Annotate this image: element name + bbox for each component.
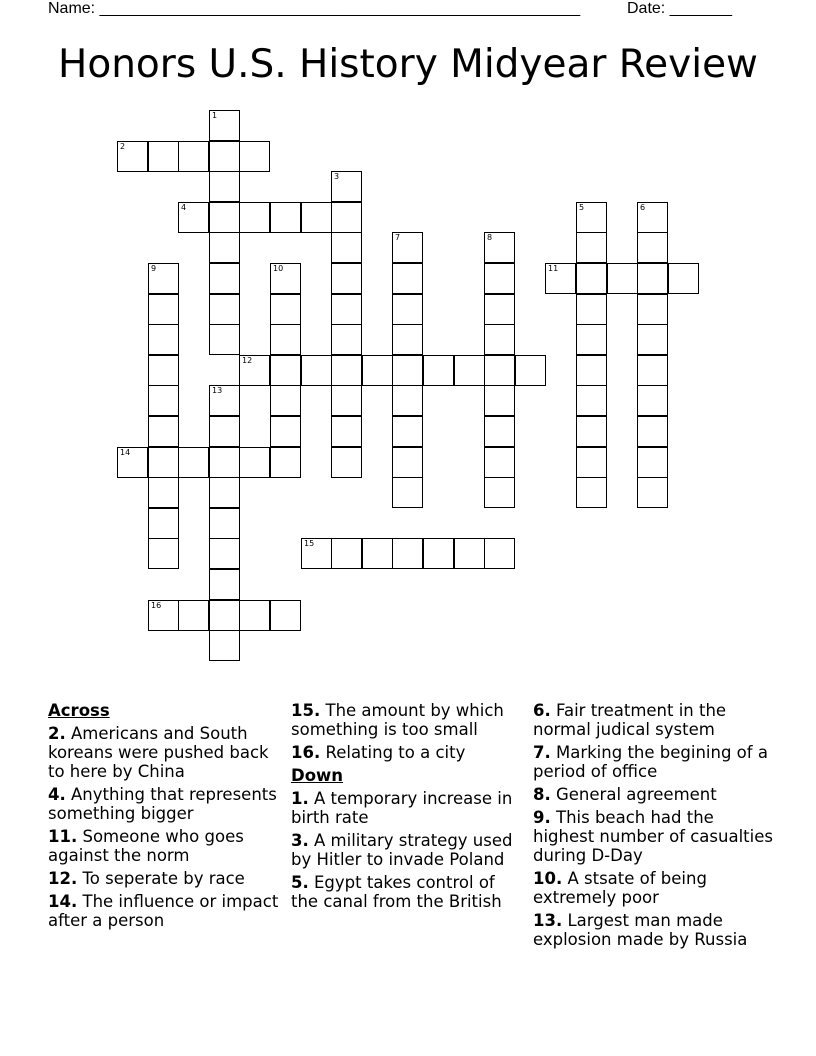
crossword-cell[interactable] <box>331 324 362 355</box>
crossword-cell[interactable] <box>576 355 607 386</box>
crossword-cell[interactable] <box>392 447 423 478</box>
cell-number: 7 <box>395 233 401 242</box>
crossword-cell[interactable] <box>331 294 362 325</box>
clue-text: The influence or impact after a person <box>48 892 279 930</box>
crossword-cell[interactable] <box>209 202 240 233</box>
crossword-cell[interactable] <box>392 294 423 325</box>
crossword-cell[interactable] <box>484 232 515 263</box>
across-heading: Across <box>48 701 110 720</box>
crossword-cell[interactable] <box>331 447 362 478</box>
crossword-cell[interactable] <box>331 355 362 386</box>
crossword-cell[interactable] <box>209 171 240 202</box>
clue-number: 13. <box>533 911 563 930</box>
crossword-cell[interactable] <box>576 416 607 447</box>
clue-number: 10. <box>533 869 563 888</box>
clue-number: 3. <box>291 831 309 850</box>
crossword-cell[interactable] <box>301 355 332 386</box>
crossword-cell[interactable] <box>545 263 576 294</box>
crossword-cell[interactable] <box>209 477 240 508</box>
crossword-cell[interactable] <box>515 355 546 386</box>
crossword-cell[interactable] <box>423 355 454 386</box>
crossword-cell[interactable] <box>178 600 209 631</box>
crossword-cell[interactable] <box>148 416 179 447</box>
clue-number: 5. <box>291 873 309 892</box>
crossword-cell[interactable] <box>148 600 179 631</box>
crossword-cell[interactable] <box>392 355 423 386</box>
crossword-cell[interactable] <box>637 416 668 447</box>
crossword-cell[interactable] <box>637 355 668 386</box>
crossword-cell[interactable] <box>148 538 179 569</box>
clue-across-11 <box>48 827 284 865</box>
down-heading: Down <box>291 766 344 785</box>
crossword-cell[interactable] <box>331 263 362 294</box>
crossword-cell[interactable] <box>239 355 270 386</box>
cell-number: 5 <box>579 203 585 212</box>
clue-text: This beach had the highest number of casualties during D-Day <box>533 808 773 865</box>
crossword-cell[interactable] <box>331 171 362 202</box>
crossword-cell[interactable] <box>117 141 148 172</box>
clue-across-12 <box>48 869 284 888</box>
crossword-cell[interactable] <box>209 630 240 661</box>
crossword-cell[interactable] <box>301 202 332 233</box>
cell-number: 2 <box>120 142 126 151</box>
crossword-cell[interactable] <box>148 324 179 355</box>
clue-text: To seperate by race <box>82 869 245 888</box>
clue-down-7 <box>533 743 773 781</box>
crossword-cell[interactable] <box>637 324 668 355</box>
date-field-label: Date: _______ <box>627 0 732 17</box>
crossword-cell[interactable] <box>209 232 240 263</box>
crossword-cell[interactable] <box>148 447 179 478</box>
clue-down-6 <box>533 701 773 739</box>
clue-number: 2. <box>48 724 66 743</box>
clue-number: 15. <box>291 701 321 720</box>
crossword-cell[interactable] <box>637 232 668 263</box>
crossword-cell[interactable] <box>178 141 209 172</box>
clues-column-2 <box>291 701 523 915</box>
crossword-cell[interactable] <box>362 538 393 569</box>
crossword-cell[interactable] <box>484 355 515 386</box>
crossword-cell[interactable] <box>484 385 515 416</box>
crossword-cell[interactable] <box>270 263 301 294</box>
crossword-cell[interactable] <box>148 355 179 386</box>
crossword-cell[interactable] <box>454 538 485 569</box>
crossword-cell[interactable] <box>270 385 301 416</box>
crossword-cell[interactable] <box>576 477 607 508</box>
crossword-cell[interactable] <box>209 538 240 569</box>
crossword-cell[interactable] <box>239 202 270 233</box>
clue-across-16 <box>291 743 523 762</box>
crossword-cell[interactable] <box>148 508 179 539</box>
crossword-cell[interactable] <box>484 416 515 447</box>
crossword-cell[interactable] <box>209 569 240 600</box>
crossword-cell[interactable] <box>637 202 668 233</box>
crossword-cell[interactable] <box>178 447 209 478</box>
clue-number: 9. <box>533 808 551 827</box>
crossword-cell[interactable] <box>637 477 668 508</box>
crossword-cell[interactable] <box>239 447 270 478</box>
cell-number: 10 <box>273 264 284 273</box>
crossword-cell[interactable] <box>148 385 179 416</box>
crossword-cell[interactable] <box>301 538 332 569</box>
clue-text: Marking the begining of a period of office <box>533 743 768 781</box>
clue-text: A military strategy used by Hitler to invade Poland <box>291 831 513 869</box>
clue-text: The amount by which something is too small <box>291 701 504 739</box>
crossword-cell[interactable] <box>484 263 515 294</box>
cell-number: 1 <box>212 111 218 120</box>
crossword-cell[interactable] <box>148 141 179 172</box>
crossword-cell[interactable] <box>484 538 515 569</box>
crossword-cell[interactable] <box>607 263 638 294</box>
crossword-cell[interactable] <box>148 263 179 294</box>
name-field-label: Name: ______________________________________________________ <box>48 0 581 17</box>
cell-number: 12 <box>242 356 253 365</box>
cell-number: 11 <box>548 264 559 273</box>
clue-text: Someone who goes against the norm <box>48 827 244 865</box>
crossword-cell[interactable] <box>484 294 515 325</box>
crossword-cell[interactable] <box>117 447 148 478</box>
clue-text: Largest man made explosion made by Russia <box>533 911 748 949</box>
clues-column-1 <box>48 701 284 934</box>
clue-across-14 <box>48 892 284 930</box>
crossword-cell[interactable] <box>331 538 362 569</box>
clue-number: 7. <box>533 743 551 762</box>
clue-down-3 <box>291 831 523 869</box>
cell-number: 15 <box>304 539 315 548</box>
crossword-cell[interactable] <box>576 232 607 263</box>
crossword-cell[interactable] <box>576 447 607 478</box>
crossword-cell[interactable] <box>392 232 423 263</box>
crossword-cell[interactable] <box>484 324 515 355</box>
crossword-cell[interactable] <box>576 263 607 294</box>
crossword-cell[interactable] <box>637 294 668 325</box>
crossword-cell[interactable] <box>637 385 668 416</box>
crossword-cell[interactable] <box>270 416 301 447</box>
crossword-cell[interactable] <box>209 600 240 631</box>
crossword-cell[interactable] <box>148 294 179 325</box>
crossword-cell[interactable] <box>331 232 362 263</box>
clue-text: Relating to a city <box>325 743 466 762</box>
clue-across-4 <box>48 785 284 823</box>
cell-number: 6 <box>640 203 646 212</box>
crossword-cell[interactable] <box>209 110 240 141</box>
cell-number: 8 <box>487 233 493 242</box>
clue-down-9 <box>533 808 773 865</box>
clue-down-13 <box>533 911 773 949</box>
crossword-cell[interactable] <box>148 477 179 508</box>
clue-text: General agreement <box>556 785 717 804</box>
clue-number: 4. <box>48 785 66 804</box>
clue-down-8 <box>533 785 773 804</box>
crossword-cell[interactable] <box>576 202 607 233</box>
cell-number: 3 <box>334 172 340 181</box>
crossword-cell[interactable] <box>209 447 240 478</box>
crossword-cell[interactable] <box>239 600 270 631</box>
clue-number: 11. <box>48 827 78 846</box>
crossword-cell[interactable] <box>178 202 209 233</box>
crossword-cell[interactable] <box>484 447 515 478</box>
clue-number: 14. <box>48 892 78 911</box>
crossword-cell[interactable] <box>331 416 362 447</box>
clue-across-2 <box>48 724 284 781</box>
crossword-cell[interactable] <box>392 324 423 355</box>
crossword-cell[interactable] <box>209 141 240 172</box>
crossword-cell[interactable] <box>637 263 668 294</box>
cell-number: 16 <box>151 601 162 610</box>
crossword-cell[interactable] <box>362 355 393 386</box>
clues-column-3 <box>533 701 773 953</box>
clue-down-5 <box>291 873 523 911</box>
crossword-cell[interactable] <box>209 508 240 539</box>
crossword-cell[interactable] <box>209 385 240 416</box>
crossword-cell[interactable] <box>576 294 607 325</box>
clue-down-1 <box>291 789 523 827</box>
crossword-cell[interactable] <box>576 385 607 416</box>
clue-number: 16. <box>291 743 321 762</box>
cell-number: 9 <box>151 264 157 273</box>
crossword-cell[interactable] <box>270 355 301 386</box>
crossword-cell[interactable] <box>392 416 423 447</box>
crossword-cell[interactable] <box>270 447 301 478</box>
crossword-cell[interactable] <box>209 324 240 355</box>
crossword-cell[interactable] <box>209 263 240 294</box>
clue-number: 8. <box>533 785 551 804</box>
clue-across-15 <box>291 701 523 739</box>
crossword-cell[interactable] <box>209 294 240 325</box>
crossword-cell[interactable] <box>484 477 515 508</box>
crossword-cell[interactable] <box>392 263 423 294</box>
clue-text: Anything that represents something bigger <box>48 785 277 823</box>
crossword-cell[interactable] <box>270 202 301 233</box>
crossword-cell[interactable] <box>392 477 423 508</box>
crossword-cell[interactable] <box>239 141 270 172</box>
crossword-cell[interactable] <box>454 355 485 386</box>
clue-number: 1. <box>291 789 309 808</box>
cell-number: 14 <box>120 448 131 457</box>
crossword-cell[interactable] <box>392 385 423 416</box>
crossword-cell[interactable] <box>392 538 423 569</box>
clue-number: 12. <box>48 869 78 888</box>
clue-text: A temporary increase in birth rate <box>291 789 513 827</box>
clue-text: Americans and South koreans were pushed back to here by China <box>48 724 269 781</box>
crossword-cell[interactable] <box>423 538 454 569</box>
clue-text: Egypt takes control of the canal from the British <box>291 873 502 911</box>
clue-number: 6. <box>533 701 551 720</box>
crossword-cell[interactable] <box>270 324 301 355</box>
clue-text: Fair treatment in the normal judical system <box>533 701 727 739</box>
clue-down-10 <box>533 869 773 907</box>
cell-number: 13 <box>212 386 223 395</box>
crossword-cell[interactable] <box>270 294 301 325</box>
crossword-cell[interactable] <box>576 324 607 355</box>
crossword-cell[interactable] <box>637 447 668 478</box>
crossword-cell[interactable] <box>331 385 362 416</box>
crossword-cell[interactable] <box>331 202 362 233</box>
crossword-cell[interactable] <box>209 416 240 447</box>
cell-number: 4 <box>181 203 187 212</box>
page-title: Honors U.S. History Midyear Review <box>58 42 758 87</box>
crossword-cell[interactable] <box>270 600 301 631</box>
crossword-cell[interactable] <box>668 263 699 294</box>
clue-text: A stsate of being extremely poor <box>533 869 707 907</box>
